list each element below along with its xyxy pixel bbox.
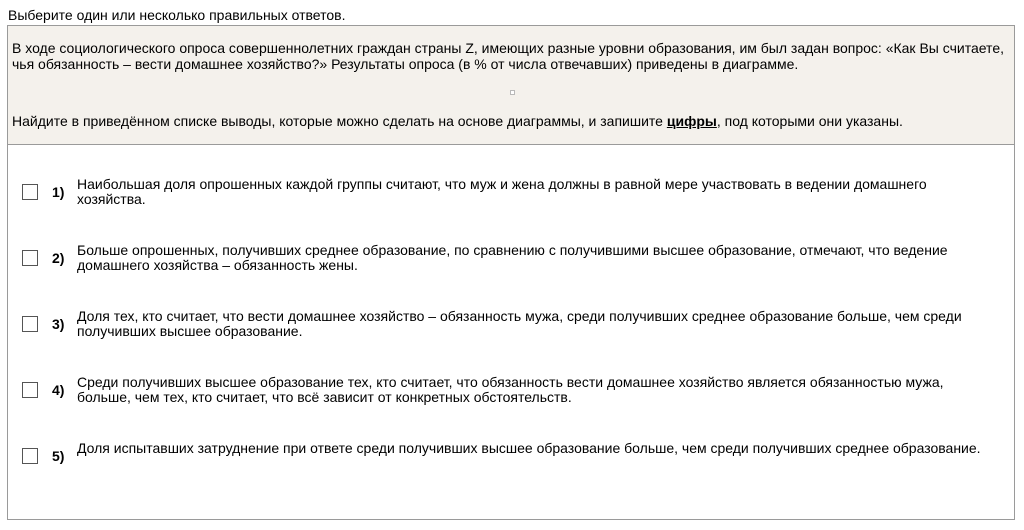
answer-option-1[interactable]: [8, 172, 1014, 212]
instruction-text: Выберите один или несколько правильных ответов.: [8, 7, 346, 23]
checkbox-option-5[interactable]: [22, 448, 38, 464]
option-text: Больше опрошенных, получивших среднее образование, по сравнению с получившими высшее образование, отмечают, что ведение домашнего хозяйства – обязанность жены.: [77, 242, 948, 273]
task-emphasis: цифры: [666, 113, 717, 129]
option-number: 5): [52, 448, 65, 464]
checkbox-option-3[interactable]: [22, 316, 38, 332]
question-text: В ходе социологического опроса совершеннолетних граждан страны Z, имеющих разные уровни образования, им был задан вопрос: «Как Вы считаете, чья обязанность – вести домашнее хозяйство?» Результаты опроса (в % от числа отвечавших) приведены в диаграмме.: [12, 40, 1004, 72]
option-number: 2): [52, 250, 65, 266]
chart-image-placeholder: [510, 90, 515, 95]
option-number: 3): [52, 316, 65, 332]
question-frame: [7, 25, 1015, 520]
question-block: [8, 26, 1014, 145]
task-text-end: , под которыми они указаны.: [716, 113, 903, 129]
answer-option-3[interactable]: [8, 304, 1014, 344]
option-text: Доля тех, кто считает, что вести домашнее хозяйство – обязанность мужа, среди получивших среднее образование больше, чем среди получивших высшее образование.: [77, 308, 962, 339]
checkbox-option-1[interactable]: [22, 184, 38, 200]
option-number: 1): [52, 184, 65, 200]
option-text: Наибольшая доля опрошенных каждой группы считают, что муж и жена должны в равной мере участвовать в ведении домашнего хозяйства.: [77, 176, 927, 207]
option-number: 4): [52, 382, 65, 398]
option-text: Доля испытавших затруднение при ответе среди получивших высшее образование больше, чем среди получивших среднее образование.: [77, 440, 981, 456]
task-text-start: Найдите в приведённом списке выводы, которые можно сделать на основе диаграммы, и запишите: [12, 113, 667, 129]
answer-option-5[interactable]: [8, 436, 1014, 476]
checkbox-option-4[interactable]: [22, 382, 38, 398]
checkbox-option-2[interactable]: [22, 250, 38, 266]
task-text: [12, 113, 903, 129]
answer-option-4[interactable]: [8, 370, 1014, 410]
option-text: Среди получивших высшее образование тех, кто считает, что обязанность вести домашнее хозяйство является обязанностью мужа, больше, чем тех, кто считает, что всё зависит от конкретных обстоятельств.: [77, 374, 944, 405]
answer-option-2[interactable]: [8, 238, 1014, 278]
